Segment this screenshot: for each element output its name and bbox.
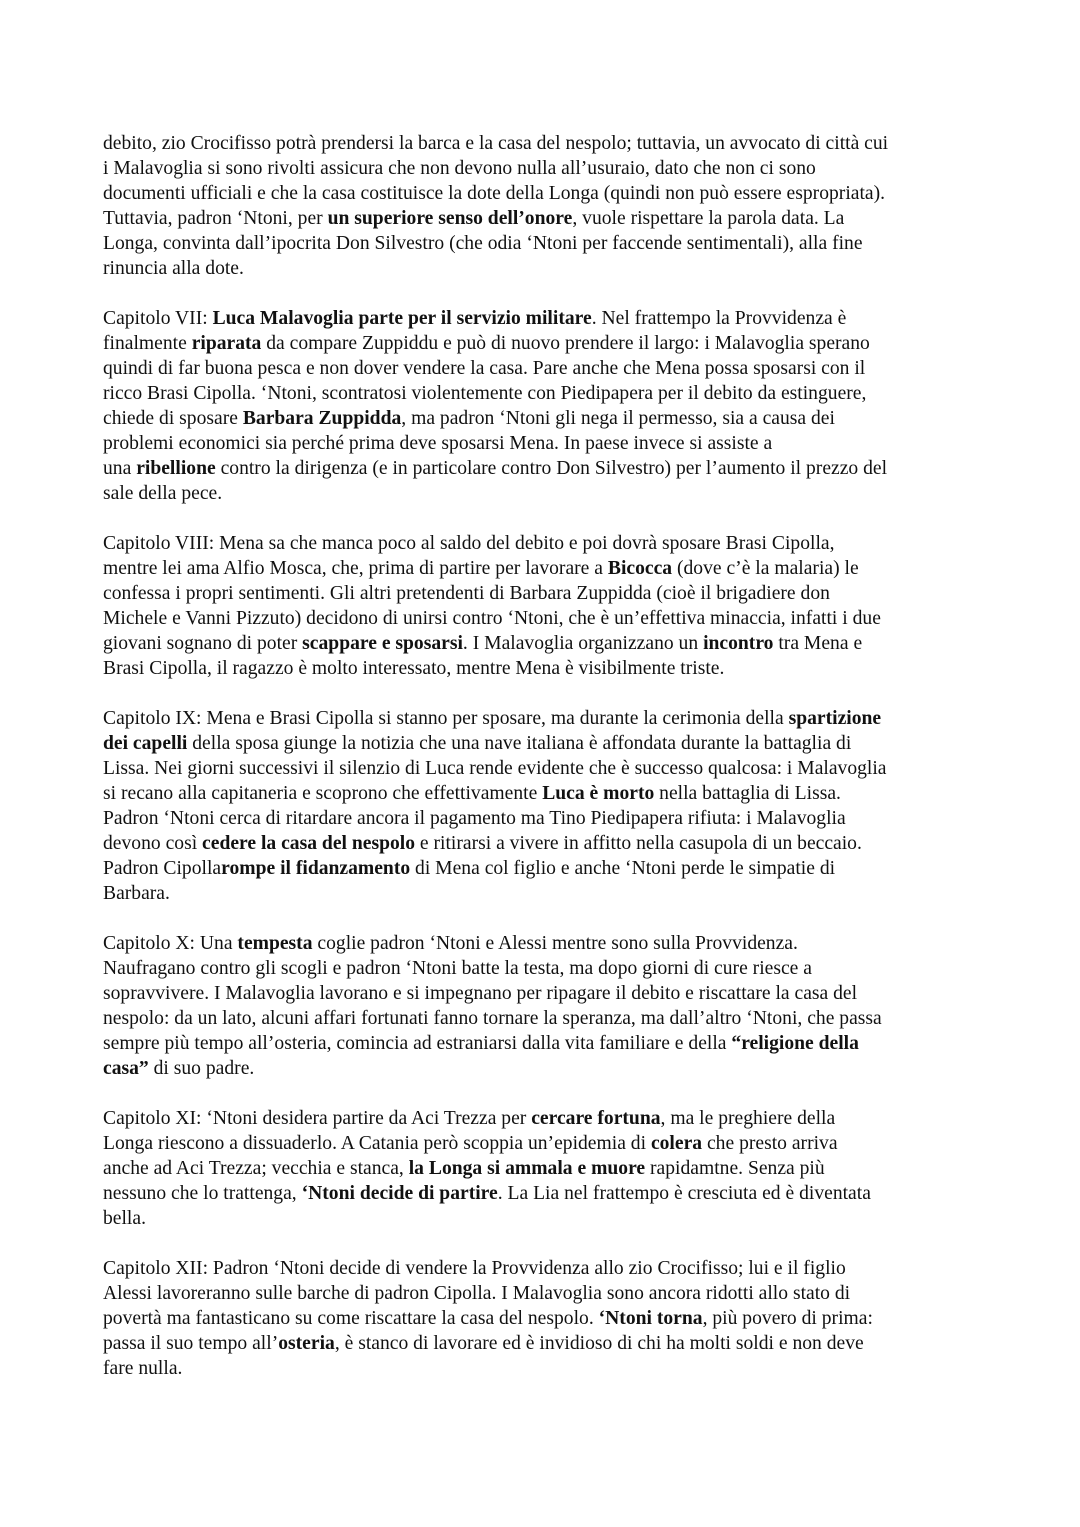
bold-text: cercare fortuna: [531, 1108, 661, 1129]
text-segment: confessa i propri sentimenti. Gli altri pretendenti di Barbara Zuppidda (cioè il brigadiere don: [103, 583, 830, 604]
bold-text: casa”: [103, 1058, 149, 1079]
text-line: [103, 331, 1003, 356]
paragraph: [103, 1106, 1003, 1231]
text-segment: rapidamtne. Senza più: [645, 1158, 825, 1179]
text-segment: Padron ‘Ntoni cerca di ritardare ancora il pagamento ma Tino Piedipapera rifiuta: i Malavoglia: [103, 808, 846, 829]
text-line: [103, 231, 1003, 256]
text-segment: sale della pece.: [103, 483, 223, 504]
text-segment: povertà ma fantasticano su come riscattare la casa del nespolo.: [103, 1308, 599, 1329]
text-segment: passa il suo tempo all’: [103, 1333, 279, 1354]
text-line: [103, 1056, 1003, 1081]
text-segment: contro la dirigenza (e in particolare contro Don Silvestro) per l’aumento il prezzo del: [215, 458, 888, 479]
text-segment: anche ad Aci Trezza; vecchia e stanca,: [103, 1158, 409, 1179]
text-line: [103, 706, 1003, 731]
text-segment: Alessi lavoreranno sulle barche di padron Cipolla. I Malavoglia sono ancora ridotti allo stato di: [103, 1283, 851, 1304]
text-segment: Capitolo VII:: [103, 308, 213, 329]
text-segment: Lissa. Nei giorni successivi il silenzio di Luca rende evidente che è successo qualcosa: i Malavoglia: [103, 758, 887, 779]
text-segment: sempre più tempo all’osteria, comincia ad estraniarsi dalla vita familiare e della: [103, 1033, 732, 1054]
text-segment: , ma le preghiere della: [660, 1108, 836, 1129]
text-segment: rinuncia alla dote.: [103, 258, 244, 279]
text-segment: di Mena col figlio e anche ‘Ntoni perde le simpatie di: [410, 858, 836, 879]
text-segment: della sposa giunge la notizia che una nave italiana è affondata durante la battaglia di: [187, 733, 852, 754]
text-segment: devono così: [103, 833, 203, 854]
text-line: [103, 1306, 1003, 1331]
text-segment: nessuno che lo trattenga,: [103, 1183, 302, 1204]
text-line: [103, 931, 1003, 956]
text-line: [103, 1281, 1003, 1306]
bold-text: incontro: [703, 633, 774, 654]
paragraph: [103, 1256, 1003, 1381]
text-line: [103, 881, 1003, 906]
text-line: [103, 731, 1003, 756]
text-segment: fare nulla.: [103, 1358, 183, 1379]
text-line: [103, 1331, 1003, 1356]
text-line: [103, 306, 1003, 331]
bold-text: Bicocca: [607, 558, 673, 579]
text-segment: e ritirarsi a vivere in affitto nella casupola di un beccaio.: [415, 833, 862, 854]
text-segment: , vuole rispettare la parola data. La: [572, 208, 845, 229]
bold-text: cedere la casa del nespolo: [202, 833, 416, 854]
text-segment: coglie padron ‘Ntoni e Alessi mentre sono sulla Provvidenza.: [312, 933, 798, 954]
text-segment: Tuttavia, padron ‘Ntoni, per: [103, 208, 328, 229]
text-line: [103, 831, 1003, 856]
bold-text: Barbara Zuppidda: [242, 408, 402, 429]
text-line: [103, 756, 1003, 781]
text-segment: Longa, convinta dall’ipocrita Don Silvestro (che odia ‘Ntoni per faccende sentimentali), alla fine: [103, 233, 863, 254]
bold-text: colera: [650, 1133, 703, 1154]
text-line: [103, 981, 1003, 1006]
text-line: [103, 806, 1003, 831]
bold-text: un superiore senso dell’onore: [327, 208, 573, 229]
text-segment: . Nel frattempo la Provvidenza è: [591, 308, 847, 329]
text-segment: , più povero di prima:: [702, 1308, 873, 1329]
bold-text: tempesta: [237, 933, 313, 954]
bold-text: scappare e sposarsi: [302, 633, 463, 654]
text-segment: bella.: [103, 1208, 146, 1229]
text-segment: tra Mena e: [773, 633, 863, 654]
text-segment: mentre lei ama Alfio Mosca, che, prima di partire per lavorare a: [103, 558, 608, 579]
text-line: [103, 856, 1003, 881]
text-line: [103, 431, 1003, 456]
text-line: [103, 1356, 1003, 1381]
bold-text: riparata: [191, 333, 262, 354]
text-segment: Capitolo VIII: Mena sa che manca poco al saldo del debito e poi dovrà sposare Brasi Cipolla,: [103, 533, 835, 554]
text-segment: documenti ufficiali e che la casa costituisce la dote della Longa (quindi non può essere espropriata).: [103, 183, 886, 204]
bold-text: Luca è morto: [542, 783, 655, 804]
bold-text: dei capelli: [103, 733, 188, 754]
text-line: [103, 1031, 1003, 1056]
text-segment: . La Lia nel frattempo è cresciuta ed è diventata: [497, 1183, 871, 1204]
text-segment: nella battaglia di Lissa.: [654, 783, 841, 804]
text-segment: chiede di sposare: [103, 408, 243, 429]
text-segment: i Malavoglia si sono rivolti assicura che non devono nulla all’usuraio, dato che non ci sono: [103, 158, 816, 179]
text-line: [103, 956, 1003, 981]
text-line: [103, 256, 1003, 281]
text-segment: Capitolo XI: ‘Ntoni desidera partire da Aci Trezza per: [103, 1108, 532, 1129]
text-segment: Capitolo IX: Mena e Brasi Cipolla si stanno per sposare, ma durante la cerimonia della: [103, 708, 789, 729]
text-line: [103, 531, 1003, 556]
text-line: [103, 456, 1003, 481]
bold-text: rompe il fidanzamento: [221, 858, 411, 879]
text-line: [103, 606, 1003, 631]
text-line: [103, 131, 1003, 156]
text-segment: da compare Zuppiddu e può di nuovo prendere il largo: i Malavoglia sperano: [261, 333, 870, 354]
document-body: [103, 131, 1003, 1406]
text-segment: , ma padron ‘Ntoni gli nega il permesso, sia a causa dei: [401, 408, 835, 429]
text-segment: una: [103, 458, 137, 479]
text-line: [103, 1106, 1003, 1131]
text-segment: Capitolo X: Una: [103, 933, 238, 954]
text-segment: Naufragano contro gli scogli e padron ‘Ntoni batte la testa, ma dopo giorni di cure riesce a: [103, 958, 812, 979]
text-segment: ricco Brasi Cipolla. ‘Ntoni, scontratosi violentemente con Piedipapera per il debito da estinguere,: [103, 383, 867, 404]
bold-text: ‘Ntoni decide di partire: [301, 1183, 498, 1204]
text-line: [103, 406, 1003, 431]
paragraph: [103, 131, 1003, 281]
text-segment: che presto arriva: [702, 1133, 838, 1154]
text-line: [103, 556, 1003, 581]
text-line: [103, 381, 1003, 406]
text-segment: giovani sognano di poter: [103, 633, 303, 654]
text-segment: debito, zio Crocifisso potrà prendersi la barca e la casa del nespolo; tuttavia, un avvocato di città cui: [103, 133, 889, 154]
text-line: [103, 1006, 1003, 1031]
bold-text: Luca Malavoglia parte per il servizio militare: [212, 308, 592, 329]
text-line: [103, 781, 1003, 806]
text-line: [103, 631, 1003, 656]
paragraph: [103, 706, 1003, 906]
text-segment: si recano alla capitaneria e scoprono che effettivamente: [103, 783, 543, 804]
paragraph: [103, 531, 1003, 681]
bold-text: osteria: [278, 1333, 335, 1354]
text-segment: . I Malavoglia organizzano un: [462, 633, 704, 654]
text-line: [103, 206, 1003, 231]
text-segment: di suo padre.: [148, 1058, 255, 1079]
bold-text: “religione della: [731, 1033, 859, 1054]
text-segment: Barbara.: [103, 883, 170, 904]
text-segment: sopravvivere. I Malavoglia lavorano e si impegnano per ripagare il debito e riscattare la casa del: [103, 983, 858, 1004]
paragraph: [103, 306, 1003, 506]
text-segment: quindi di far buona pesca e non dover vendere la casa. Pare anche che Mena possa sposarsi con il: [103, 358, 866, 379]
text-line: [103, 181, 1003, 206]
text-segment: (dove c’è la malaria) le: [672, 558, 859, 579]
text-line: [103, 1156, 1003, 1181]
bold-text: la Longa si ammala e muore: [408, 1158, 646, 1179]
text-line: [103, 1131, 1003, 1156]
text-line: [103, 1256, 1003, 1281]
bold-text: ‘Ntoni torna: [598, 1308, 703, 1329]
bold-text: ribellione: [136, 458, 216, 479]
text-line: [103, 1181, 1003, 1206]
text-segment: Brasi Cipolla, il ragazzo è molto interessato, mentre Mena è visibilmente triste.: [103, 658, 725, 679]
bold-text: spartizione: [788, 708, 882, 729]
text-line: [103, 1206, 1003, 1231]
text-segment: problemi economici sia perché prima deve sposarsi Mena. In paese invece si assiste a: [103, 433, 773, 454]
text-line: [103, 481, 1003, 506]
text-segment: nespolo: da un lato, alcuni affari fortunati fanno tornare la speranza, ma dall’altro ‘Ntoni, che passa: [103, 1008, 882, 1029]
text-segment: Padron Cipolla: [103, 858, 222, 879]
text-line: [103, 156, 1003, 181]
text-segment: Michele e Vanni Pizzuto) decidono di unirsi contro ‘Ntoni, che è un’effettiva minaccia, infatti i due: [103, 608, 881, 629]
text-segment: , è stanco di lavorare ed è invidioso di chi ha molti soldi e non deve: [334, 1333, 864, 1354]
paragraph: [103, 931, 1003, 1081]
text-line: [103, 581, 1003, 606]
text-segment: finalmente: [103, 333, 192, 354]
text-segment: Capitolo XII: Padron ‘Ntoni decide di vendere la Provvidenza allo zio Crocifisso; lui e il figlio: [103, 1258, 846, 1279]
text-line: [103, 356, 1003, 381]
text-segment: Longa riescono a dissuaderlo. A Catania però scoppia un’epidemia di: [103, 1133, 651, 1154]
text-line: [103, 656, 1003, 681]
